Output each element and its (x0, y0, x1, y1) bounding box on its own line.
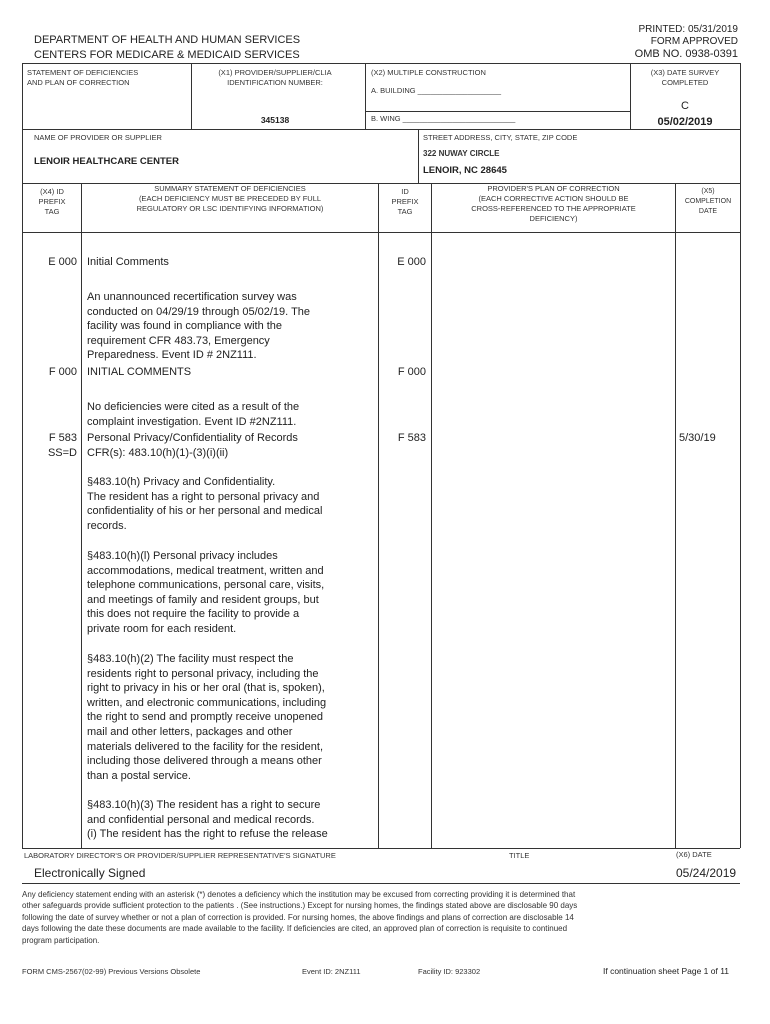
e000-text: An unannounced recertification survey was conducted on 04/29/19 through 05/02/19. The facility was found in compliance with the requirement CFR 483.73, Emergency Preparedness. Event ID # 2NZ111. (87, 291, 311, 362)
signature-label: LABORATORY DIRECTOR'S OR PROVIDER/SUPPLIER REPRESENTATIVE'S SIGNATURE (24, 851, 336, 860)
header-block (538, 24, 738, 60)
column-header-x4: (X4) ID PREFIX TAG (38, 187, 66, 216)
department-line-1: DEPARTMENT OF HEALTH AND HUMAN SERVICES (34, 34, 301, 46)
f000-text: No deficiencies were cited as a result of the complaint investigation. Event ID #2NZ111. (87, 401, 300, 428)
survey-code: C (681, 100, 689, 112)
provider-name: LENOIR HEALTHCARE CENTER (34, 156, 179, 167)
f583-completion-date: 5/30/19 (679, 432, 716, 444)
column-header-summary: SUMMARY STATEMENT OF DEFICIENCIES (EACH DEFICIENCY MUST BE PRECEDED BY FULL REGULATORY OR LSC IDENTIFYING INFORMATION) (136, 184, 324, 213)
facility-id: Facility ID: 923302 (418, 967, 481, 976)
tag-f000: F 000 (48, 366, 77, 378)
printed-date: PRINTED: 05/31/2019 (638, 24, 738, 35)
column-header-plan: PROVIDER'S PLAN OF CORRECTION (EACH CORRECTIVE ACTION SHOULD BE CROSS-REFERENCED TO THE APPROPRIATE DEFICIENCY) (471, 184, 636, 223)
id-f000: F 000 (397, 366, 426, 378)
column-header-x5: (X5) COMPLETION DATE (684, 188, 732, 215)
omb-number: OMB NO. 0938-0391 (634, 48, 738, 60)
column-header-id: ID PREFIX TAG (391, 187, 419, 216)
x3-label: (X3) DATE SURVEY COMPLETED (650, 68, 720, 87)
severity-scope: SS=D (47, 447, 77, 459)
x1-label: (X1) PROVIDER/SUPPLIER/CLIA IDENTIFICATION NUMBER: (218, 68, 332, 87)
wing-label: B. WING ___________________________ (371, 114, 516, 123)
paragraph-personal-privacy: §483.10(h)(l) Personal privacy includes accommodations, medical treatment, written and telephone communications, personal care, visits, and meetings of family and resident groups, but this does not require the facility to provide a private room for each resident. (87, 550, 325, 635)
id-e000: E 000 (397, 256, 426, 268)
id-f583: F 583 (397, 432, 426, 444)
signature-date: 05/24/2019 (676, 866, 737, 880)
tag-f583: F 583 (48, 432, 77, 444)
form-number: FORM CMS-2567(02-99) Previous Versions Obsolete (22, 967, 201, 976)
paragraph-respect-privacy: §483.10(h)(2) The facility must respect the residents right to personal privacy, including the right to privacy in his or her oral (that is, spoken), written, and electronic communications, including the right to send and promptly receive unopened mail and other letters, packages and other materials delivered to the facility for the resident, including those delivered through a means other than a postal service. (87, 653, 327, 782)
statement-label: STATEMENT OF DEFICIENCIES AND PLAN OF CORRECTION (27, 68, 139, 87)
provider-id: 345138 (260, 115, 290, 125)
title-label: TITLE (509, 851, 530, 860)
f000-title: INITIAL COMMENTS (87, 366, 192, 378)
form-approved: FORM APPROVED (650, 36, 738, 47)
page-indicator: If continuation sheet Page 1 of 11 (603, 966, 730, 976)
provider-name-label: NAME OF PROVIDER OR SUPPLIER (34, 133, 162, 142)
f583-cfr: CFR(s): 483.10(h)(1)-(3)(i)(ii) (87, 447, 229, 459)
e000-title: Initial Comments (87, 256, 169, 268)
address-line-1: 322 NUWAY CIRCLE (423, 149, 500, 158)
survey-date: 05/02/2019 (657, 116, 713, 128)
tag-e000: E 000 (48, 256, 77, 268)
date-label: (X6) DATE (676, 850, 712, 859)
paragraph-privacy: §483.10(h) Privacy and Confidentiality. The resident has a right to personal privacy and confidentiality of his or her personal and medical records. (87, 476, 323, 532)
signature-value: Electronically Signed (34, 866, 146, 880)
building-label: A. BUILDING ____________________ (371, 86, 502, 95)
department-line-2: CENTERS FOR MEDICARE & MEDICAID SERVICES (34, 49, 300, 61)
x2-label: (X2) MULTIPLE CONSTRUCTION (371, 68, 486, 77)
address-label: STREET ADDRESS, CITY, STATE, ZIP CODE (423, 133, 578, 142)
address-line-2: LENOIR, NC 28645 (423, 165, 507, 176)
paragraph-secure-records: §483.10(h)(3) The resident has a right to secure and confidential personal and medical records. (i) The resident has the right to refuse the release (87, 799, 328, 841)
footnote: Any deficiency statement ending with an asterisk (*) denotes a deficiency which the institution may be excused from correcting providing it is determined that other safeguards provide sufficient protection to the patients . (See instructions.) Except for nursing homes, the findings stated above are disclosable 90 days following the date of survey whether or not a plan of correction is provided. For nursing homes, the above findings and plans of correction are disclosable 14 days following the date these documents are made available to the facility. If deficiencies are cited, an approved plan of correction is requisite to continued program participation. (22, 890, 578, 945)
department-heading (34, 33, 300, 63)
f583-title: Personal Privacy/Confidentiality of Records (87, 432, 298, 444)
event-id: Event ID: 2NZ111 (302, 967, 361, 976)
